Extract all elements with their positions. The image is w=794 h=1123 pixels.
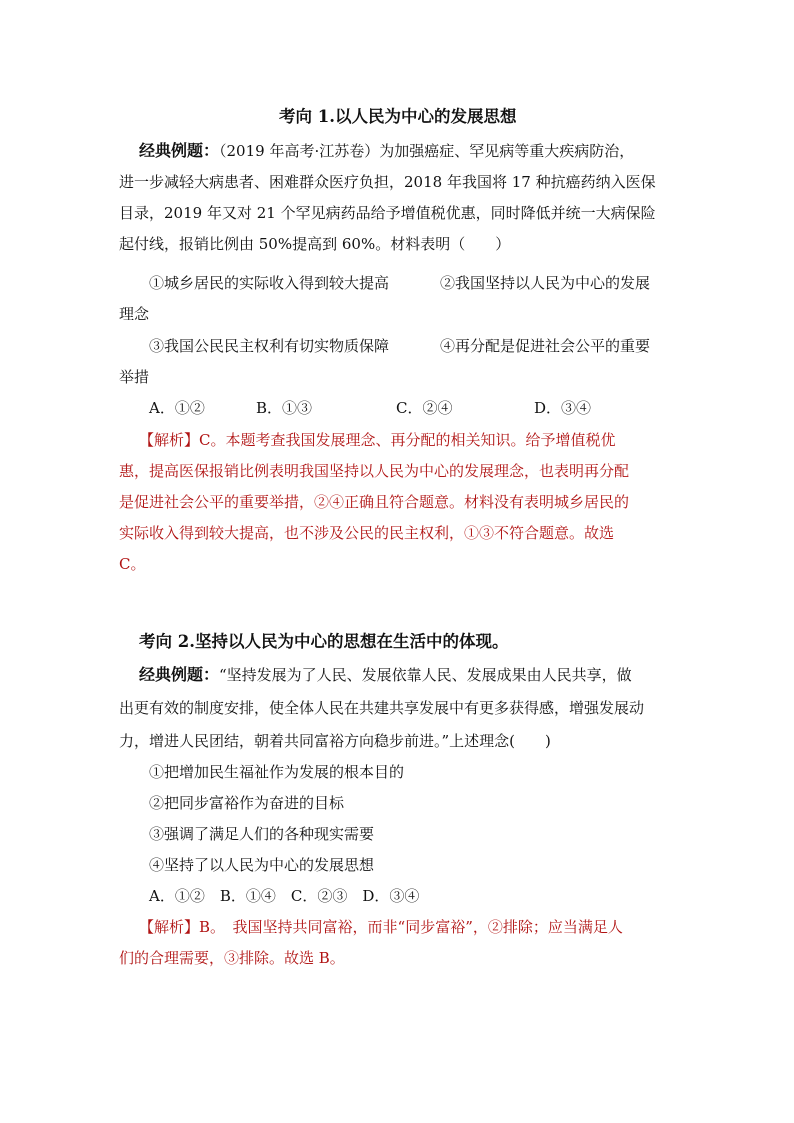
section2-analysis-label: 【解析】: [139, 918, 200, 936]
section2-question-line-1: 经典例题：“坚持发展为了人民、发展依靠人民、发展成果由人民共享，做: [139, 665, 632, 684]
section1-title: 考向 1.以人民为中心的发展思想: [279, 107, 517, 126]
option-d: D．③④: [534, 399, 592, 417]
section1-analysis-line-5: C。: [119, 555, 146, 573]
option-b: B．①③: [256, 399, 313, 417]
section1-question-line-1: 经典例题：（2019 年高考·江苏卷）为加强癌症、罕见病等重大疾病防治，: [139, 141, 635, 160]
option-c: C．②④: [396, 399, 453, 417]
section2-title: 考向 2.坚持以人民为中心的思想在生活中的体现。: [139, 632, 509, 651]
section1-analysis-line-4: 实际收入得到较大提高，也不涉及公民的民主权利，①③不符合题意。故选: [119, 524, 615, 542]
section2-question-line-3: 力，增进人民团结，朝着共同富裕方向稳步前进。”上述理念( ): [119, 732, 551, 750]
section2-statement-1: ①把增加民生福祉作为发展的根本目的: [149, 763, 405, 781]
section1-example-label: 经典例题：: [139, 141, 220, 160]
section2-statement-2: ②把同步富裕作为奋进的目标: [149, 794, 345, 812]
section2-options: A．①② B．①④ C．②③ D．③④: [149, 887, 420, 905]
section1-statement-wrap-1: 理念: [119, 305, 150, 323]
section2-statement-4: ④坚持了以人民为中心的发展思想: [149, 856, 375, 874]
option-a: A．①②: [149, 399, 205, 417]
section2-analysis-line-1: 【解析】B。 我国坚持共同富裕，而非“同步富裕”，②排除；应当满足人: [139, 918, 623, 936]
section1-question-line-2: 进一步减轻大病患者、困难群众医疗负担，2018 年我国将 17 种抗癌药纳入医保: [119, 173, 656, 191]
section2-example-label: 经典例题：: [139, 665, 220, 684]
section1-analysis-line-3: 是促进社会公平的重要举措，②④正确且符合题意。材料没有表明城乡居民的: [119, 493, 630, 511]
section1-question-line-4: 起付线，报销比例由 50%提高到 60%。材料表明（ ）: [119, 235, 511, 253]
section2-statement-3: ③强调了满足人们的各种现实需要: [149, 825, 375, 843]
section1-question-line-3: 目录，2019 年又对 21 个罕见病药品给予增值税优惠，同时降低并统一大病保险: [119, 204, 656, 222]
section2-question-line-2: 出更有效的制度安排，使全体人民在共建共享发展中有更多获得感，增强发展动: [119, 699, 645, 717]
document-page: 考向 1.以人民为中心的发展思想 经典例题：（2019 年高考·江苏卷）为加强癌症、罕见病等重大疾病防治， 进一步减轻大病患者、困难群众医疗负担，2018 年我国将 17 种抗癌药纳入医保 目录，2019 年又对 21 个罕见病药品给予增值税优惠，同时降低并统一大病保险 起付线，报销比例由 50%提高到 60%。材料表明（ ） ①城乡居民的实际收入得到较大提高 ②我国坚持以人民为中心的发展 理念 ③我国公民民主权利有切实物质保障 ④再分配是促进社会公平的重要 举措 A．①② B．①③ C．②④ D．③④ 【解析】C。本题考查我国发展理念、再分配的相关知识。给予增值税优 惠，提高医保报销比例表明我国坚持以人民为中心的发展理念，也表明再分配 是促进社会公平的重要举措，②④正确且符合题意。材料没有表明城乡居民的 实际收入得到较大提高，也不涉及公民的民主权利，①③不符合题意。故选 C。 考向 2.坚持以人民为中心的思想在生活中的体现。 经典例题：“坚持发展为了人民、发展依靠人民、发展成果由人民共享，做 出更有效的制度安排，使全体人民在共建共享发展中有更多获得感，增强发展动 力，增进人民团结，朝着共同富裕方向稳步前进。”上述理念( ) ①把增加民生福祉作为发展的根本目的 ②把同步富裕作为奋进的目标 ③强调了满足人们的各种现实需要 ④坚持了以人民为中心的发展思想 A．①② B．①④ C．②③ D．③④ 【解析】B。 我国坚持共同富裕，而非“同步富裕”，②排除；应当满足人 们的合理需要，③排除。故选 B。: [0, 0, 794, 1123]
section1-statement-wrap-2: 举措: [119, 368, 150, 386]
section2-analysis-line-2: 们的合理需要，③排除。故选 B。: [119, 949, 345, 967]
section1-analysis-line-1: 【解析】C。本题考查我国发展理念、再分配的相关知识。给予增值税优: [139, 431, 616, 449]
section1-analysis-line-2: 惠，提高医保报销比例表明我国坚持以人民为中心的发展理念，也表明再分配: [119, 462, 630, 480]
section1-analysis-label: 【解析】: [139, 431, 200, 449]
